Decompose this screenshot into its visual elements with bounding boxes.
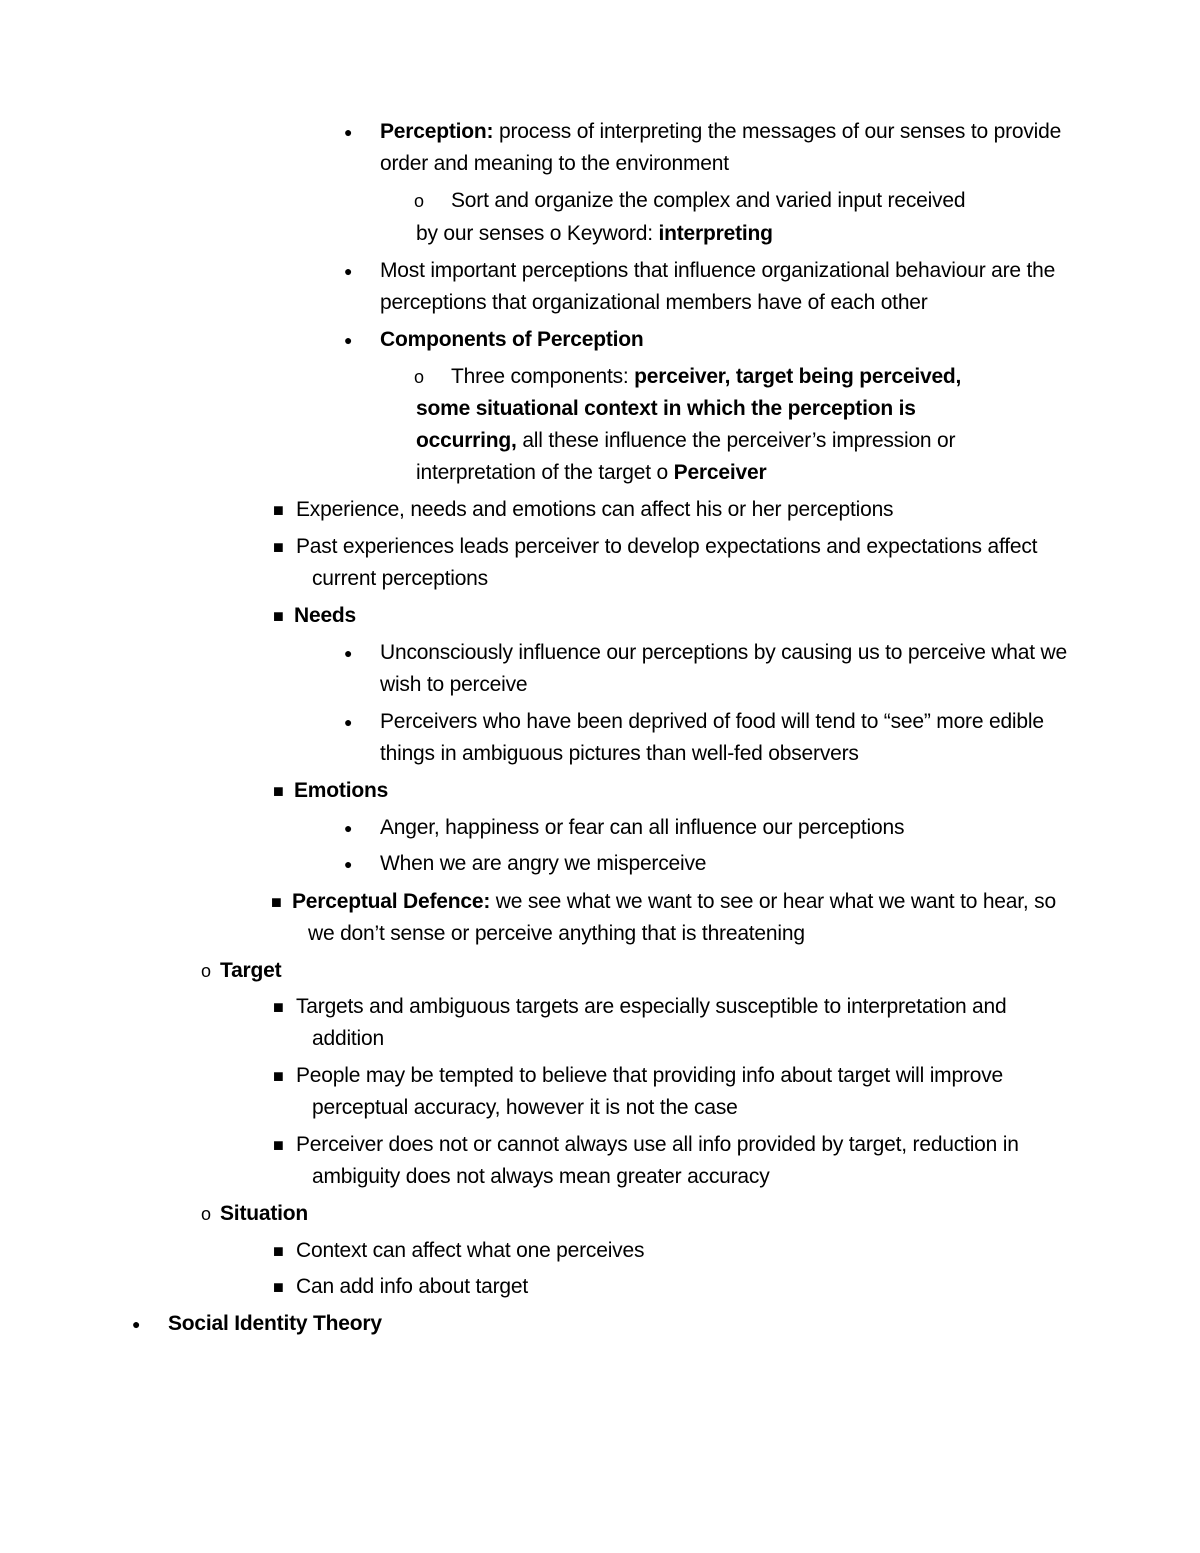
bullet-marker: ● (344, 124, 353, 140)
needs-deprived-cont: things in ambiguous pictures than well-fed observers (380, 742, 859, 765)
emotions-anger-text: Anger, happiness or fear can all influence our perceptions (380, 816, 905, 839)
emotions-heading: Emotions (294, 779, 389, 802)
bullet-marker: ● (132, 1316, 141, 1332)
square-marker: ■ (273, 997, 284, 1017)
target-heading: Target (220, 959, 282, 982)
keyword-line (416, 218, 773, 250)
keyword-value: interpreting (658, 222, 773, 245)
square-marker: ■ (273, 1277, 284, 1297)
situation-info-text: Can add info about target (296, 1275, 529, 1298)
square-marker: ■ (273, 606, 284, 626)
circle-marker: o (414, 191, 425, 211)
square-marker: ■ (273, 1241, 284, 1261)
components-heading: Components of Perception (380, 328, 644, 351)
bullet-marker: ● (344, 856, 353, 872)
square-marker: ■ (271, 892, 282, 912)
perceiver-heading: Perceiver (668, 461, 767, 484)
perceptual-defence-term: Perceptual Defence: (292, 890, 491, 913)
emotions-angry-text: When we are angry we misperceive (380, 852, 707, 875)
perceptual-defence-line (292, 886, 1056, 918)
past-experiences-cont: current perceptions (312, 567, 488, 590)
perception-term: Perception: (380, 120, 494, 143)
bullet-marker: ● (344, 820, 353, 836)
target-perceiver-cont: ambiguity does not always mean greater accuracy (312, 1165, 770, 1188)
square-marker: ■ (273, 1135, 284, 1155)
target-ambiguous-cont: addition (312, 1027, 384, 1050)
square-marker: ■ (273, 500, 284, 520)
social-identity-heading: Social Identity Theory (168, 1312, 382, 1335)
senses-text: by our senses (416, 222, 550, 245)
target-info-text: People may be tempted to believe that providing info about target will improve (296, 1064, 1003, 1087)
bullet-marker: ● (344, 263, 353, 279)
target-perceiver-text: Perceiver does not or cannot always use all info provided by target, reduction in (296, 1133, 1019, 1156)
three-components-line (451, 361, 961, 393)
bullet-marker: ● (344, 645, 353, 661)
experience-needs-text: Experience, needs and emotions can affect his or her perceptions (296, 498, 894, 521)
circle-marker: o (201, 1204, 212, 1224)
circle-marker: o (656, 461, 669, 484)
bullet-marker: ● (344, 332, 353, 348)
three-components-label: Three components: (451, 365, 635, 388)
interpretation-text: interpretation of the target (416, 461, 657, 484)
square-marker: ■ (273, 781, 284, 801)
important-perceptions-text: Most important perceptions that influence organizational behaviour are the (380, 259, 1056, 282)
situation-heading: Situation (220, 1202, 309, 1225)
occurring-text: occurring, (416, 429, 517, 452)
bullet-marker: ● (344, 714, 353, 730)
interpretation-line (416, 457, 766, 489)
components-influence-line (416, 425, 955, 457)
needs-unconscious-cont: wish to perceive (380, 673, 528, 696)
perceptual-defence-cont: we don’t sense or perceive anything that is threatening (308, 922, 805, 945)
perception-definition-cont: order and meaning to the environment (380, 152, 729, 175)
target-ambiguous-text: Targets and ambiguous targets are especially susceptible to interpretation and (296, 995, 1007, 1018)
situation-context-text: Context can affect what one perceives (296, 1239, 645, 1262)
perception-definition (380, 116, 1061, 148)
circle-marker: o (201, 961, 212, 981)
circle-marker: o (414, 367, 425, 387)
keyword-label: Keyword: (561, 222, 659, 245)
important-perceptions-cont: perceptions that organizational members have of each other (380, 291, 928, 314)
square-marker: ■ (273, 537, 284, 557)
past-experiences-text: Past experiences leads perceiver to develop expectations and expectations affect (296, 535, 1038, 558)
perception-text: process of interpreting the messages of our senses to provide (493, 120, 1062, 143)
circle-marker: o (549, 222, 562, 245)
influence-text: all these influence the perceiver’s impression or (516, 429, 956, 452)
needs-unconscious-text: Unconsciously influence our perceptions by causing us to perceive what we (380, 641, 1067, 664)
needs-deprived-text: Perceivers who have been deprived of food will tend to “see” more edible (380, 710, 1044, 733)
sort-organize-text: Sort and organize the complex and varied input received (451, 189, 966, 212)
components-list-cont: some situational context in which the perception is (416, 397, 916, 420)
perceptual-defence-text: we see what we want to see or hear what we want to hear, so (490, 890, 1056, 913)
square-marker: ■ (273, 1066, 284, 1086)
target-info-cont: perceptual accuracy, however it is not the case (312, 1096, 738, 1119)
needs-heading: Needs (294, 604, 357, 627)
components-list: perceiver, target being perceived, (634, 365, 962, 388)
